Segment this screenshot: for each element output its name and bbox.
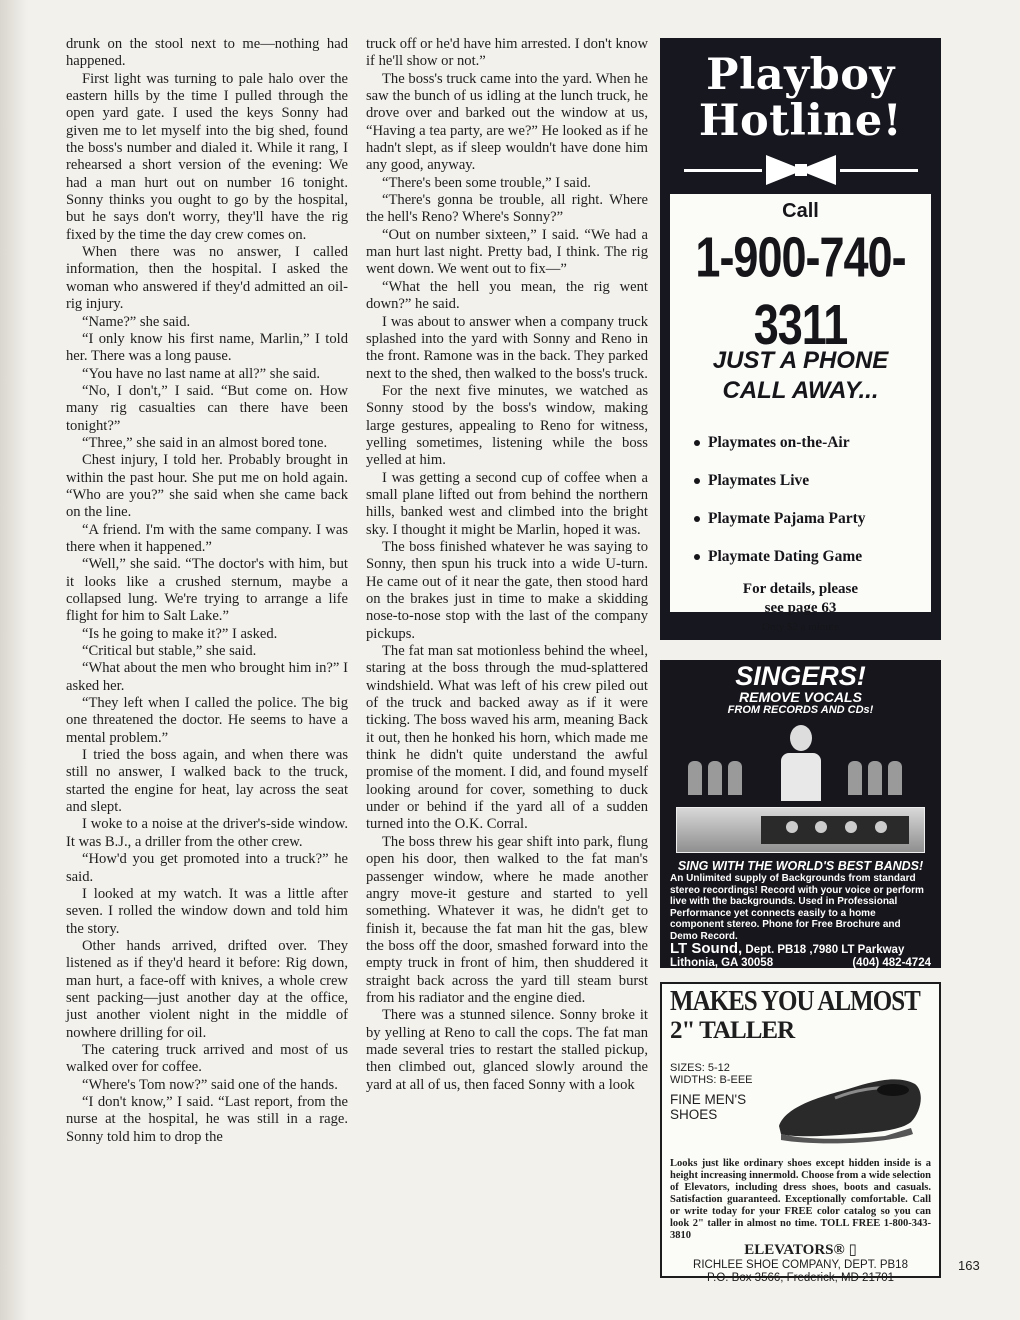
singer-head bbox=[790, 725, 812, 751]
elevators-widths: WIDTHS: B-EEE bbox=[670, 1074, 753, 1086]
hotline-feature-item bbox=[694, 500, 931, 538]
article-paragraph: I tried the boss again, and when there was still no answer, I walked back to the truck, started the engine for heat, lay across the seat and slept. bbox=[66, 747, 348, 816]
backup-singer-figure bbox=[868, 761, 882, 795]
article-paragraph: The catering truck arrived and most of us walked over for coffee. bbox=[66, 1041, 348, 1076]
hotline-feature-label: Playmates on-the-Air bbox=[708, 434, 850, 451]
article-paragraph: “Three,” she said in an almost bored tone. bbox=[82, 434, 328, 451]
hotline-feature-item bbox=[694, 538, 931, 576]
article-paragraph: “Out on number sixteen,” I said. “We had a man hurt last night. Pretty bad, I think. The rig went down. We went out to fix—” bbox=[366, 226, 648, 278]
singers-company-line bbox=[660, 942, 941, 957]
device-knob bbox=[786, 821, 798, 833]
article-paragraph: When there was no answer, I called information, then the hospital. I asked the woman who answered if they'd admitted an oil-rig injury. bbox=[66, 244, 348, 313]
singers-subtitle-2: FROM RECORDS AND CDs! bbox=[727, 704, 874, 716]
article-paragraph: “There's gonna be trouble, all right. Where the hell's Reno? Where's Sonny?” bbox=[366, 192, 648, 226]
bullet-icon bbox=[694, 516, 700, 522]
page-edge-shadow bbox=[0, 0, 28, 1320]
device-panel bbox=[761, 816, 909, 844]
article-paragraph: “I only know his first name, Marlin,” I told her. There was a long pause. bbox=[66, 330, 348, 365]
elevators-sizes: SIZES: 5-12 bbox=[670, 1062, 730, 1074]
elevators-body-text: Looks just like ordinary shoes except hidden inside is a height increasing innermold. Choose from a wide selection of Elevators, including dress shoes, boots and casuals. Satisfaction guaranteed. Exceptionally comfortable. Call or write today for your FREE color catalog so you can look 2" taller in almost no time. TOLL FREE 1-800-343-3810 bbox=[670, 1158, 931, 1241]
article-column-2 bbox=[366, 36, 648, 1094]
singers-headline: SING WITH THE WORLD'S BEST BANDS! bbox=[677, 859, 924, 873]
singer-body bbox=[781, 753, 821, 801]
vocal-eliminator-device bbox=[676, 807, 925, 853]
article-paragraph: “How'd you get promoted into a truck?” he said. bbox=[66, 851, 348, 885]
elevators-title: MAKES YOU ALMOST bbox=[670, 986, 920, 1018]
lt-sound-singers-ad bbox=[660, 660, 941, 968]
article-paragraph: “Critical but stable,” she said. bbox=[82, 643, 257, 660]
bowtie-divider bbox=[670, 150, 931, 190]
bowtie-icon bbox=[766, 153, 836, 187]
article-paragraph: The boss finished whatever he was saying to Sonny, then spun his truck into a wide U-turn. He came out of it near the gate, then stood hard on the brakes just in time to make a skidding nose-to-nose stop with the last of the company pickups. bbox=[366, 538, 648, 642]
bullet-icon bbox=[694, 440, 700, 446]
singers-title: SINGERS! bbox=[735, 661, 866, 691]
hotline-details-line2: see page 63 bbox=[764, 600, 837, 616]
elevators-subtitle: 2" TALLER bbox=[670, 1017, 795, 1044]
article-paragraph: “What the hell you mean, the rig went down?” he said. bbox=[366, 278, 648, 313]
singers-company-dept: Dept. PB18 ,7980 LT Parkway bbox=[745, 944, 905, 956]
hotline-feature-label: Playmate Dating Game bbox=[708, 548, 863, 565]
hotline-details-line1: For details, please bbox=[742, 581, 859, 597]
article-paragraph: “Well,” she said. “The doctor's with him, but it looks like a crushed sternum, maybe a collapsed lung. We're trying to arrange a life flight for him to Salt Lake.” bbox=[66, 556, 348, 625]
device-knob bbox=[875, 821, 887, 833]
article-paragraph: “A friend. I'm with the same company. I was there when it happened.” bbox=[66, 521, 348, 555]
hotline-feature-item bbox=[694, 462, 931, 500]
article-paragraph: “Where's Tom now?” said one of the hands. bbox=[82, 1076, 338, 1093]
elevators-shoes-ad bbox=[660, 982, 941, 1284]
backup-singer-figure bbox=[888, 761, 902, 795]
article-paragraph: “No, I don't,” I said. “But come on. How many rig casualties can there have been tonight?” bbox=[66, 382, 348, 434]
singers-body-text: An Unlimited supply of Backgrounds from standard stereo recordings! Record with your voice or perform live with the backgrounds. Used in Professional Performance yet connects easily to a home component stereo. Phone for Free Brochure and Demo Record. bbox=[670, 873, 924, 942]
article-paragraph: The boss's truck came into the yard. When he saw the bunch of us idling at the lunch truck, he drove over and barked out the window at us, “Having a tea party, are we?” He looked as if he hadn't slept, as if sleep wouldn't have done him any good, anyway. bbox=[366, 70, 648, 174]
divider-line-right bbox=[840, 169, 918, 172]
article-paragraph: “Is he going to make it?” I asked. bbox=[82, 625, 278, 642]
article-paragraph: “There's been some trouble,” I said. bbox=[382, 174, 591, 191]
article-paragraph: “Name?” she said. bbox=[82, 313, 191, 330]
article-paragraph: There was a stunned silence. Sonny broke it by yelling at Reno to call the cops. The fat man made several tries to restart the stalled pickup, then climbed out, glanced slowly around the yard at all of us, then faced Sonny with a look bbox=[366, 1007, 648, 1093]
hotline-panel bbox=[670, 194, 931, 633]
loafer-shoe-icon bbox=[775, 1068, 925, 1144]
article-paragraph: I was about to answer when a company truck splashed into the yard with Sonny and Reno in the front. Ramone was in the back. They parked next to the shed, then walked to the boss's truck. bbox=[366, 313, 648, 382]
elevators-fine-line1: FINE MEN'S bbox=[670, 1092, 747, 1107]
singers-company-name: LT Sound, bbox=[670, 940, 743, 957]
backup-singer-figure bbox=[708, 761, 722, 795]
article-paragraph: drunk on the stool next to me—nothing had happened. bbox=[66, 36, 348, 70]
elevators-fine-line2: SHOES bbox=[670, 1107, 718, 1122]
hotline-feature-item bbox=[694, 424, 931, 462]
hotline-tagline-line2: CALL AWAY... bbox=[722, 377, 879, 404]
playboy-hotline-ad bbox=[660, 38, 941, 640]
hotline-call-label: Call bbox=[782, 200, 819, 222]
bullet-icon bbox=[694, 478, 700, 484]
article-paragraph: The fat man sat motionless behind the wheel, staring at the boss through the mud-splattered windshield. What was left of his crew piled out of the truck and backed away as if it were ticking. The boss waved his arm, meaning Back it out, then he honked his horn, which made me think he didn't quite understand the awful promise of the moment. I did, and found myself looking around for cover, something to duck under or behind if the yard all of a sudden turned into the O.K. Corral. bbox=[366, 643, 648, 833]
backup-singer-figure bbox=[848, 761, 862, 795]
hotline-title-line1: Playboy bbox=[706, 50, 895, 100]
article-paragraph: “I don't know,” I said. “Last report, from the nurse at the hospital, he was still in a rage. Sonny told him to drop the bbox=[66, 1093, 348, 1145]
backup-singer-figure bbox=[728, 761, 742, 795]
hotline-details bbox=[670, 580, 931, 618]
article-paragraph: I woke to a noise at the driver's-side window. It was B.J., a driller from the other crew. bbox=[66, 816, 348, 850]
hotline-title-line2: Hotline! bbox=[698, 96, 903, 146]
article-paragraph: Chest injury, I told her. Probably brought in within the past hour. She put me on hold again. “Who are you?” she said when she came back on the line. bbox=[66, 452, 348, 521]
article-paragraph: The boss threw his gear shift into park, flung open his door, then walked to the fat man's passenger window, where he made another angry move-it gesture and started to yell something. Whatever it was, he didn't get to finish it, because the fat man hit the gas, blew the boss off the door, smashed forward into the empty truck in front of him, then shuddered it straight back across the yard till steam burst from his radiator and the engine died. bbox=[366, 833, 648, 1006]
hotline-feature-label: Playmate Pajama Party bbox=[708, 510, 866, 527]
hotline-tagline-line1: JUST A PHONE bbox=[712, 347, 889, 374]
article-paragraph: “You have no last name at all?” she said. bbox=[82, 365, 321, 382]
hotline-phone-number: 1-900-740-3311 bbox=[695, 225, 906, 357]
divider-line-left bbox=[684, 169, 762, 172]
elevators-address: P.O. Box 3566, Frederick, MD 21701 bbox=[706, 1272, 895, 1284]
article-paragraph: “What about the men who brought him in?” I asked her. bbox=[66, 660, 348, 694]
article-paragraph: I was getting a second cup of coffee when a small plane lifted out from behind the northern hills, banked west and climbed into the bright sky. I thought it might be Marlin, hoped it was. bbox=[366, 469, 648, 538]
singers-subtitle: REMOVE VOCALS bbox=[739, 689, 862, 705]
singers-photo bbox=[668, 721, 933, 855]
article-paragraph: For the next five minutes, we watched as Sonny stood by the boss's window, making large gestures, appealing to Reno for witness, yelling sometimes, listening while the boss yelled at him. bbox=[366, 382, 648, 469]
backup-singer-figure bbox=[688, 761, 702, 795]
singers-city-line bbox=[660, 957, 941, 968]
device-knob bbox=[845, 821, 857, 833]
hotline-feature-list bbox=[670, 424, 931, 576]
article-paragraph: “They left when I called the police. The big one threatened the doctor. He seems to have a mental problem.” bbox=[66, 695, 348, 746]
singers-phone: (404) 482-4724 bbox=[852, 957, 931, 968]
singers-city: Lithonia, GA 30058 bbox=[670, 957, 774, 968]
elevators-brand: ELEVATORS® ▯ bbox=[744, 1242, 857, 1258]
hotline-title bbox=[670, 52, 931, 144]
singer-figure bbox=[776, 725, 826, 801]
article-paragraph: I looked at my watch. It was a little after seven. I rolled the window down and told him the story. bbox=[66, 885, 348, 937]
article-paragraph: First light was turning to pale halo over the eastern hills by the time I pulled through the open yard gate. I used the keys Sonny had given me to let myself into the big shed, found the boss's number and dialed it. While it rang, I rehearsed a short version of the evening: We had a man hurt out on number 16 tonight. Sonny thinks you ought to go by the hospital, but he says don't worry, they'll have the rig fixed by the time the day crew comes on. bbox=[66, 70, 348, 243]
hotline-price: Only $2 a minute bbox=[762, 621, 839, 633]
bullet-icon bbox=[694, 554, 700, 560]
article-paragraph: truck off or he'd have him arrested. I don't know if he'll show or not.” bbox=[366, 36, 648, 70]
elevators-company: RICHLEE SHOE COMPANY, DEPT. PB18 bbox=[693, 1259, 908, 1271]
hotline-feature-label: Playmates Live bbox=[708, 472, 810, 489]
article-paragraph: Other hands arrived, drifted over. They listened as if they'd heard it before: Rig down, man hurt, a face-off with knives, a whole crew sent packing—just another day at the office, just another violent night in the middle of nowhere drilling for oil. bbox=[66, 937, 348, 1041]
page-number: 163 bbox=[958, 1258, 980, 1273]
article-column-1 bbox=[66, 36, 348, 1146]
